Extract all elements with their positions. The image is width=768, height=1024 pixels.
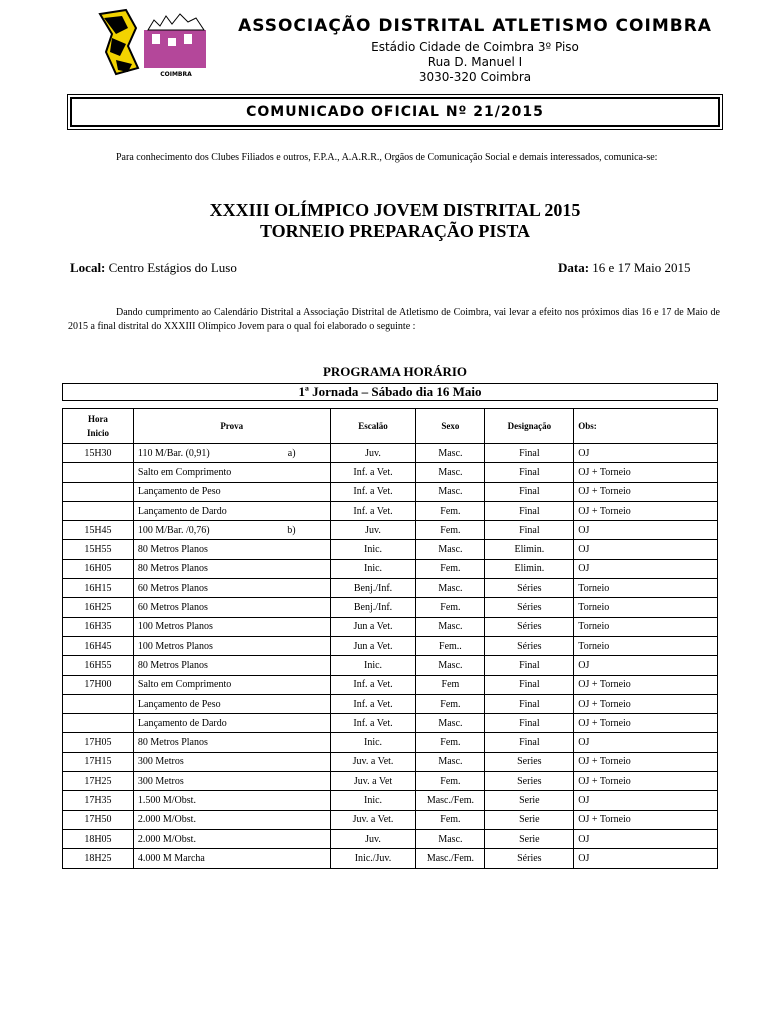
cell-sexo: Masc.: [416, 617, 485, 636]
cell-hora: [63, 501, 134, 520]
cell-designacao: Séries: [485, 636, 574, 655]
cell-hora: 15H55: [63, 540, 134, 559]
cell-prova: [133, 829, 330, 848]
cell-hora: 16H25: [63, 598, 134, 617]
cell-prova: [133, 559, 330, 578]
cell-escalao: Juv.: [330, 521, 416, 540]
address-line-3: 3030-320 Coimbra: [418, 70, 532, 84]
event-local: [70, 260, 237, 276]
cell-designacao: Series: [485, 772, 574, 791]
cell-obs: OJ: [574, 540, 718, 559]
header-hora-label: Hora: [87, 414, 108, 424]
cell-designacao: Final: [485, 656, 574, 675]
cell-prova: [133, 540, 330, 559]
header-escalao: Escalão: [330, 409, 416, 444]
cell-prova: [133, 810, 330, 829]
cell-designacao: Final: [485, 463, 574, 482]
cell-prova: [133, 791, 330, 810]
table-row: [63, 636, 718, 655]
cell-obs: OJ: [574, 521, 718, 540]
cell-designacao: Serie: [485, 791, 574, 810]
prova-label: 80 Metros Planos: [137, 563, 208, 575]
cell-prova: [133, 482, 330, 501]
cell-escalao: Inic.: [330, 791, 416, 810]
cell-hora: 17H35: [63, 791, 134, 810]
cell-prova: [133, 636, 330, 655]
event-date: [558, 260, 691, 276]
table-row: [63, 829, 718, 848]
prova-label: 80 Metros Planos: [137, 659, 208, 671]
prova-label: Lançamento de Peso: [137, 486, 221, 498]
cell-hora: 17H05: [63, 733, 134, 752]
cell-sexo: Masc.: [416, 714, 485, 733]
cell-escalao: Jun a Vet.: [330, 617, 416, 636]
prova-label: 80 Metros Planos: [137, 737, 208, 749]
cell-designacao: Séries: [485, 849, 574, 868]
schedule-table: [62, 408, 718, 869]
cell-hora: 16H55: [63, 656, 134, 675]
logo-caption: COIMBRA: [160, 71, 192, 78]
prova-label: 100 Metros Planos: [137, 621, 213, 633]
table-row: [63, 772, 718, 791]
table-row: [63, 752, 718, 771]
cell-prova: [133, 675, 330, 694]
cell-hora: 18H05: [63, 829, 134, 848]
prova-label: 100 Metros Planos: [137, 640, 213, 652]
table-row: [63, 501, 718, 520]
table-row: [63, 463, 718, 482]
cell-hora: 15H45: [63, 521, 134, 540]
cell-escalao: Inic./Juv.: [330, 849, 416, 868]
cell-sexo: Fem.: [416, 501, 485, 520]
prova-note: a): [287, 447, 296, 459]
cell-designacao: Séries: [485, 579, 574, 598]
header-hora: [63, 409, 134, 444]
cell-designacao: Final: [485, 733, 574, 752]
cell-prova: [133, 579, 330, 598]
table-row: [63, 733, 718, 752]
cell-sexo: Fem..: [416, 636, 485, 655]
prova-label: Lançamento de Dardo: [137, 505, 227, 517]
header-inicio-label: Inicio: [86, 428, 109, 438]
cell-obs: Torneio: [574, 617, 718, 636]
cell-obs: OJ: [574, 829, 718, 848]
cell-designacao: Elimin.: [485, 540, 574, 559]
cell-hora: 18H25: [63, 849, 134, 868]
prova-label: 100 M/Bar. /0,76): [137, 524, 210, 536]
cell-designacao: Series: [485, 752, 574, 771]
comunicado-box: [70, 97, 720, 127]
cell-escalao: Inf. a Vet.: [330, 482, 416, 501]
cell-sexo: Masc.: [416, 656, 485, 675]
cell-escalao: Inf. a Vet.: [330, 694, 416, 713]
table-row: [63, 598, 718, 617]
cell-hora: 17H50: [63, 810, 134, 829]
table-row: [63, 656, 718, 675]
prova-label: 300 Metros: [137, 756, 184, 768]
event-subtitle: TORNEIO PREPARAÇÃO PISTA: [259, 221, 531, 241]
cell-designacao: Final: [485, 482, 574, 501]
table-row: [63, 444, 718, 463]
cell-sexo: Fem.: [416, 559, 485, 578]
cell-escalao: Juv.: [330, 444, 416, 463]
prova-label: 4.000 M Marcha: [137, 852, 205, 864]
table-header-row: [63, 409, 718, 444]
cell-escalao: Inf. a Vet.: [330, 714, 416, 733]
cell-sexo: Fem.: [416, 810, 485, 829]
cell-sexo: Masc.: [416, 444, 485, 463]
cell-escalao: Jun a Vet.: [330, 636, 416, 655]
cell-obs: OJ + Torneio: [574, 463, 718, 482]
cell-hora: 16H05: [63, 559, 134, 578]
cell-designacao: Final: [485, 714, 574, 733]
prova-label: 60 Metros Planos: [137, 582, 208, 594]
cell-prova: [133, 444, 330, 463]
cell-obs: OJ: [574, 444, 718, 463]
cell-obs: OJ: [574, 849, 718, 868]
header-prova: Prova: [133, 409, 330, 444]
cell-sexo: Fem.: [416, 521, 485, 540]
cell-prova: [133, 694, 330, 713]
cell-escalao: Benj./Inf.: [330, 579, 416, 598]
cell-escalao: Inic.: [330, 559, 416, 578]
cell-hora: [63, 694, 134, 713]
cell-hora: 17H25: [63, 772, 134, 791]
cell-designacao: Final: [485, 501, 574, 520]
cell-obs: OJ + Torneio: [574, 675, 718, 694]
cell-escalao: Juv. a Vet: [330, 772, 416, 791]
cell-escalao: Inic.: [330, 656, 416, 675]
cell-hora: 17H15: [63, 752, 134, 771]
prova-label: 60 Metros Planos: [137, 602, 208, 614]
cell-escalao: Inic.: [330, 733, 416, 752]
cell-designacao: Elimin.: [485, 559, 574, 578]
cell-sexo: Masc.: [416, 829, 485, 848]
cell-obs: Torneio: [574, 579, 718, 598]
cell-sexo: Masc.: [416, 482, 485, 501]
header-obs: Obs:: [574, 409, 718, 444]
cell-sexo: Fem.: [416, 694, 485, 713]
cell-escalao: Inic.: [330, 540, 416, 559]
local-label: Local:: [70, 260, 106, 275]
cell-obs: Torneio: [574, 636, 718, 655]
table-row: [63, 849, 718, 868]
cell-obs: OJ + Torneio: [574, 772, 718, 791]
date-value: 16 e 17 Maio 2015: [592, 260, 691, 275]
cell-escalao: Benj./Inf.: [330, 598, 416, 617]
address-line-2: Rua D. Manuel I: [427, 55, 523, 69]
event-title: XXXIII OLÍMPICO JOVEM DISTRITAL 2015: [209, 200, 581, 220]
prova-note: b): [287, 524, 296, 536]
table-row: [63, 617, 718, 636]
table-row: [63, 482, 718, 501]
cell-obs: OJ + Torneio: [574, 752, 718, 771]
cell-obs: OJ + Torneio: [574, 482, 718, 501]
cell-designacao: Final: [485, 694, 574, 713]
cell-prova: [133, 714, 330, 733]
cell-hora: 15H30: [63, 444, 134, 463]
cell-obs: OJ + Torneio: [574, 810, 718, 829]
cell-designacao: Final: [485, 675, 574, 694]
cell-sexo: Fem.: [416, 598, 485, 617]
table-row: [63, 579, 718, 598]
cell-sexo: Masc.: [416, 463, 485, 482]
table-row: [63, 694, 718, 713]
table-row: [63, 540, 718, 559]
cell-hora: 16H15: [63, 579, 134, 598]
cell-obs: OJ + Torneio: [574, 694, 718, 713]
prova-label: 300 Metros: [137, 775, 184, 787]
cell-obs: OJ: [574, 733, 718, 752]
cell-prova: [133, 617, 330, 636]
table-row: [63, 714, 718, 733]
intro-paragraph: Para conhecimento dos Clubes Filiados e outros, F.P.A., A.A.R.R., Orgãos de Comunicação Social e demais interessados, comunica-se:: [116, 152, 658, 163]
programa-title: PROGRAMA HORÁRIO: [322, 364, 468, 379]
cell-designacao: Séries: [485, 598, 574, 617]
cell-escalao: Inf. a Vet.: [330, 675, 416, 694]
table-row: [63, 559, 718, 578]
cell-hora: 17H00: [63, 675, 134, 694]
cell-escalao: Juv. a Vet.: [330, 752, 416, 771]
organization-name: ASSOCIAÇÃO DISTRITAL ATLETISMO COIMBRA: [238, 16, 712, 36]
cell-prova: [133, 733, 330, 752]
cell-sexo: Masc.: [416, 579, 485, 598]
cell-sexo: Masc./Fem.: [416, 791, 485, 810]
cell-escalao: Juv. a Vet.: [330, 810, 416, 829]
cell-prova: [133, 463, 330, 482]
header-sexo: Sexo: [416, 409, 485, 444]
cell-hora: [63, 463, 134, 482]
cell-obs: OJ + Torneio: [574, 501, 718, 520]
prova-label: Lançamento de Dardo: [137, 717, 227, 729]
cell-obs: OJ: [574, 559, 718, 578]
cell-obs: OJ + Torneio: [574, 714, 718, 733]
date-label: Data:: [558, 260, 590, 275]
cell-prova: [133, 752, 330, 771]
cell-prova: [133, 598, 330, 617]
cell-sexo: Masc.: [416, 540, 485, 559]
cell-hora: 16H45: [63, 636, 134, 655]
local-value: Centro Estágios do Luso: [108, 260, 237, 275]
cell-prova: [133, 849, 330, 868]
comunicado-title: COMUNICADO OFICIAL Nº 21/2015: [246, 104, 544, 120]
cell-designacao: Serie: [485, 829, 574, 848]
cell-obs: OJ: [574, 656, 718, 675]
cell-escalao: Inf. a Vet.: [330, 501, 416, 520]
cell-hora: [63, 482, 134, 501]
prova-label: 80 Metros Planos: [137, 544, 208, 556]
cell-sexo: Fem.: [416, 733, 485, 752]
prova-label: 2.000 M/Obst.: [137, 833, 196, 845]
cell-designacao: Final: [485, 521, 574, 540]
table-row: [63, 521, 718, 540]
cell-obs: Torneio: [574, 598, 718, 617]
cell-sexo: Fem.: [416, 772, 485, 791]
cell-designacao: Final: [485, 444, 574, 463]
cell-sexo: Fem: [416, 675, 485, 694]
cell-escalao: Juv.: [330, 829, 416, 848]
jornada-title: 1ª Jornada – Sábado dia 16 Maio: [62, 383, 718, 401]
cell-prova: [133, 521, 330, 540]
cell-prova: [133, 772, 330, 791]
prova-label: Salto em Comprimento: [137, 679, 232, 691]
header-designacao: Designação: [485, 409, 574, 444]
table-row: [63, 810, 718, 829]
address-line-1: Estádio Cidade de Coimbra 3º Piso: [371, 40, 579, 54]
cell-hora: [63, 714, 134, 733]
cell-designacao: Serie: [485, 810, 574, 829]
association-logo: [92, 8, 210, 80]
description-paragraph: Dando cumprimento ao Calendário Distrital a Associação Distrital de Atletismo de Coimbra, vai levar a efeito nos próximos dias 16 e 17 de Maio de 2015 a final distrital do XXXIII Olímpico Jovem para o qual foi elaborado o seguinte :: [68, 307, 720, 332]
cell-escalao: Inf. a Vet.: [330, 463, 416, 482]
table-row: [63, 791, 718, 810]
cell-sexo: Masc./Fem.: [416, 849, 485, 868]
table-row: [63, 675, 718, 694]
cell-prova: [133, 501, 330, 520]
cell-designacao: Séries: [485, 617, 574, 636]
prova-label: 2.000 M/Obst.: [137, 814, 196, 826]
cell-hora: 16H35: [63, 617, 134, 636]
cell-prova: [133, 656, 330, 675]
prova-label: Lançamento de Peso: [137, 698, 221, 710]
prova-label: Salto em Comprimento: [137, 466, 232, 478]
cell-sexo: Masc.: [416, 752, 485, 771]
prova-label: 1.500 M/Obst.: [137, 794, 196, 806]
prova-label: 110 M/Bar. (0,91): [137, 447, 210, 459]
cell-obs: OJ: [574, 791, 718, 810]
